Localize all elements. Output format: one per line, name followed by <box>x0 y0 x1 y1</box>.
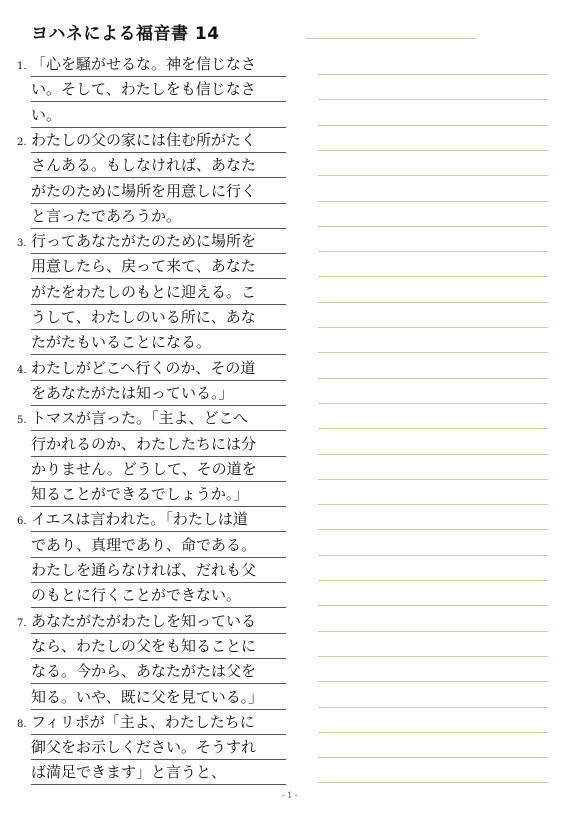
writing-line <box>318 707 548 708</box>
verse-line <box>31 634 286 659</box>
verse-text: がたのために場所を用意しに行く <box>31 181 257 200</box>
writing-line <box>318 74 548 75</box>
writing-line <box>318 529 548 530</box>
writing-line <box>318 631 548 632</box>
verse-line <box>31 457 286 482</box>
verse-text: なら、わたしの父をも知ることに <box>31 636 257 655</box>
writing-line <box>318 732 548 733</box>
verse-line <box>31 583 286 608</box>
verse-text: をあなたがたは知っている。」 <box>31 383 234 402</box>
verse-line <box>31 305 286 330</box>
verse-text: い。 <box>31 105 62 124</box>
verse-text: 行ってあなたがたのために場所を <box>31 232 257 251</box>
page-title: ヨハネによる福音書 14 <box>31 24 220 44</box>
writing-line <box>318 378 548 379</box>
verse-line <box>17 406 286 431</box>
verse-text: 用意したら、戻って来て、あなた <box>31 257 256 276</box>
writing-line <box>318 226 548 227</box>
verse-text: たがたもいることになる。 <box>31 333 212 352</box>
writing-line <box>318 757 548 758</box>
verse-text: 「心を騒がせるな。神を信じなさ <box>31 55 257 73</box>
verse-line <box>31 280 286 305</box>
writing-line <box>318 605 548 606</box>
writing-line <box>318 150 548 151</box>
verse-text: と言ったであろうか。 <box>31 206 182 225</box>
writing-line <box>318 403 548 404</box>
verse-text: がたをわたしのもとに迎える。こ <box>31 282 257 301</box>
verse-line <box>17 609 286 634</box>
verse-text: わたしがどこへ行くのか、その道 <box>31 358 256 377</box>
verse-text: であり、真理であり、命である。 <box>31 535 257 554</box>
verse-line <box>31 381 286 406</box>
verse-number: 4. <box>17 364 27 376</box>
verse-line <box>31 659 286 684</box>
writing-line <box>318 201 548 202</box>
verse-line <box>31 558 286 583</box>
verse-text: 知ることができるでしょうか。」 <box>31 485 249 504</box>
verse-line <box>17 507 286 532</box>
writing-line <box>318 479 548 480</box>
verse-text: なる。今から、あなたがたは父を <box>31 662 257 681</box>
title-writing-line <box>306 38 476 39</box>
writing-line <box>318 681 548 682</box>
verse-text: うして、わたしのいる所に、あな <box>31 308 256 326</box>
verse-number: 3. <box>17 238 27 250</box>
writing-line <box>318 580 548 581</box>
page-number: - 1 - <box>282 791 298 800</box>
verse-number: 6. <box>17 516 27 528</box>
verse-text: さんある。もしなければ、あなた <box>31 156 257 175</box>
verse-line <box>17 128 286 153</box>
writing-line <box>318 555 548 556</box>
writing-line <box>318 504 548 505</box>
verse-line <box>31 153 286 178</box>
writing-line <box>318 352 548 353</box>
writing-line <box>318 125 548 126</box>
verse-line <box>17 356 286 381</box>
verse-line <box>17 52 286 77</box>
verse-line <box>31 533 286 558</box>
verse-number: 1. <box>17 61 27 72</box>
writing-line <box>318 656 548 657</box>
verse-line <box>17 710 286 735</box>
verse-number: 7. <box>17 617 27 629</box>
verse-line <box>31 432 286 457</box>
verse-line <box>31 179 286 204</box>
verse-text: 御父をお示しください。そうすれ <box>31 738 257 757</box>
verse-text: わたしの父の家には住む所がたく <box>31 130 257 149</box>
verse-text: イエスは言われた。「わたしは道 <box>31 510 248 529</box>
verse-text: 行かれるのか、わたしたちには分 <box>31 434 257 453</box>
verse-line <box>31 760 286 785</box>
verse-text: かりません。どうして、その道を <box>31 459 257 478</box>
verse-line <box>31 77 286 102</box>
verse-number: 8. <box>17 718 27 730</box>
verse-text: あなたがたがわたしを知っている <box>31 611 257 630</box>
verse-line <box>31 685 286 710</box>
writing-line <box>318 175 548 176</box>
verse-line <box>31 103 286 128</box>
verse-line <box>31 735 286 760</box>
verse-text: のもとに行くことができない。 <box>31 586 242 605</box>
verse-text: トマスが言った。「主よ、どこへ <box>31 409 248 428</box>
verse-number: 2. <box>17 136 27 148</box>
verse-text: い。そして、わたしをも信じなさ <box>31 80 256 99</box>
writing-line <box>318 428 548 429</box>
verse-line <box>17 229 286 254</box>
writing-line <box>318 454 548 455</box>
verse-text: 知る。いや、既に父を見ている。」 <box>31 687 264 706</box>
verse-text: フィリポが「主よ、わたしたちに <box>31 712 255 731</box>
writing-line <box>318 782 548 783</box>
verse-line <box>31 330 286 355</box>
writing-line <box>318 99 548 100</box>
verse-line <box>31 204 286 229</box>
verse-line <box>31 254 286 279</box>
verse-number: 5. <box>17 415 27 427</box>
verse-text: ば満足できます」と言うと、 <box>31 763 227 782</box>
writing-line <box>318 276 548 277</box>
writing-line <box>318 302 548 303</box>
verse-line <box>31 482 286 507</box>
writing-line <box>318 327 548 328</box>
writing-line <box>318 251 548 252</box>
verse-text: わたしを通らなければ、だれも父 <box>31 561 257 579</box>
